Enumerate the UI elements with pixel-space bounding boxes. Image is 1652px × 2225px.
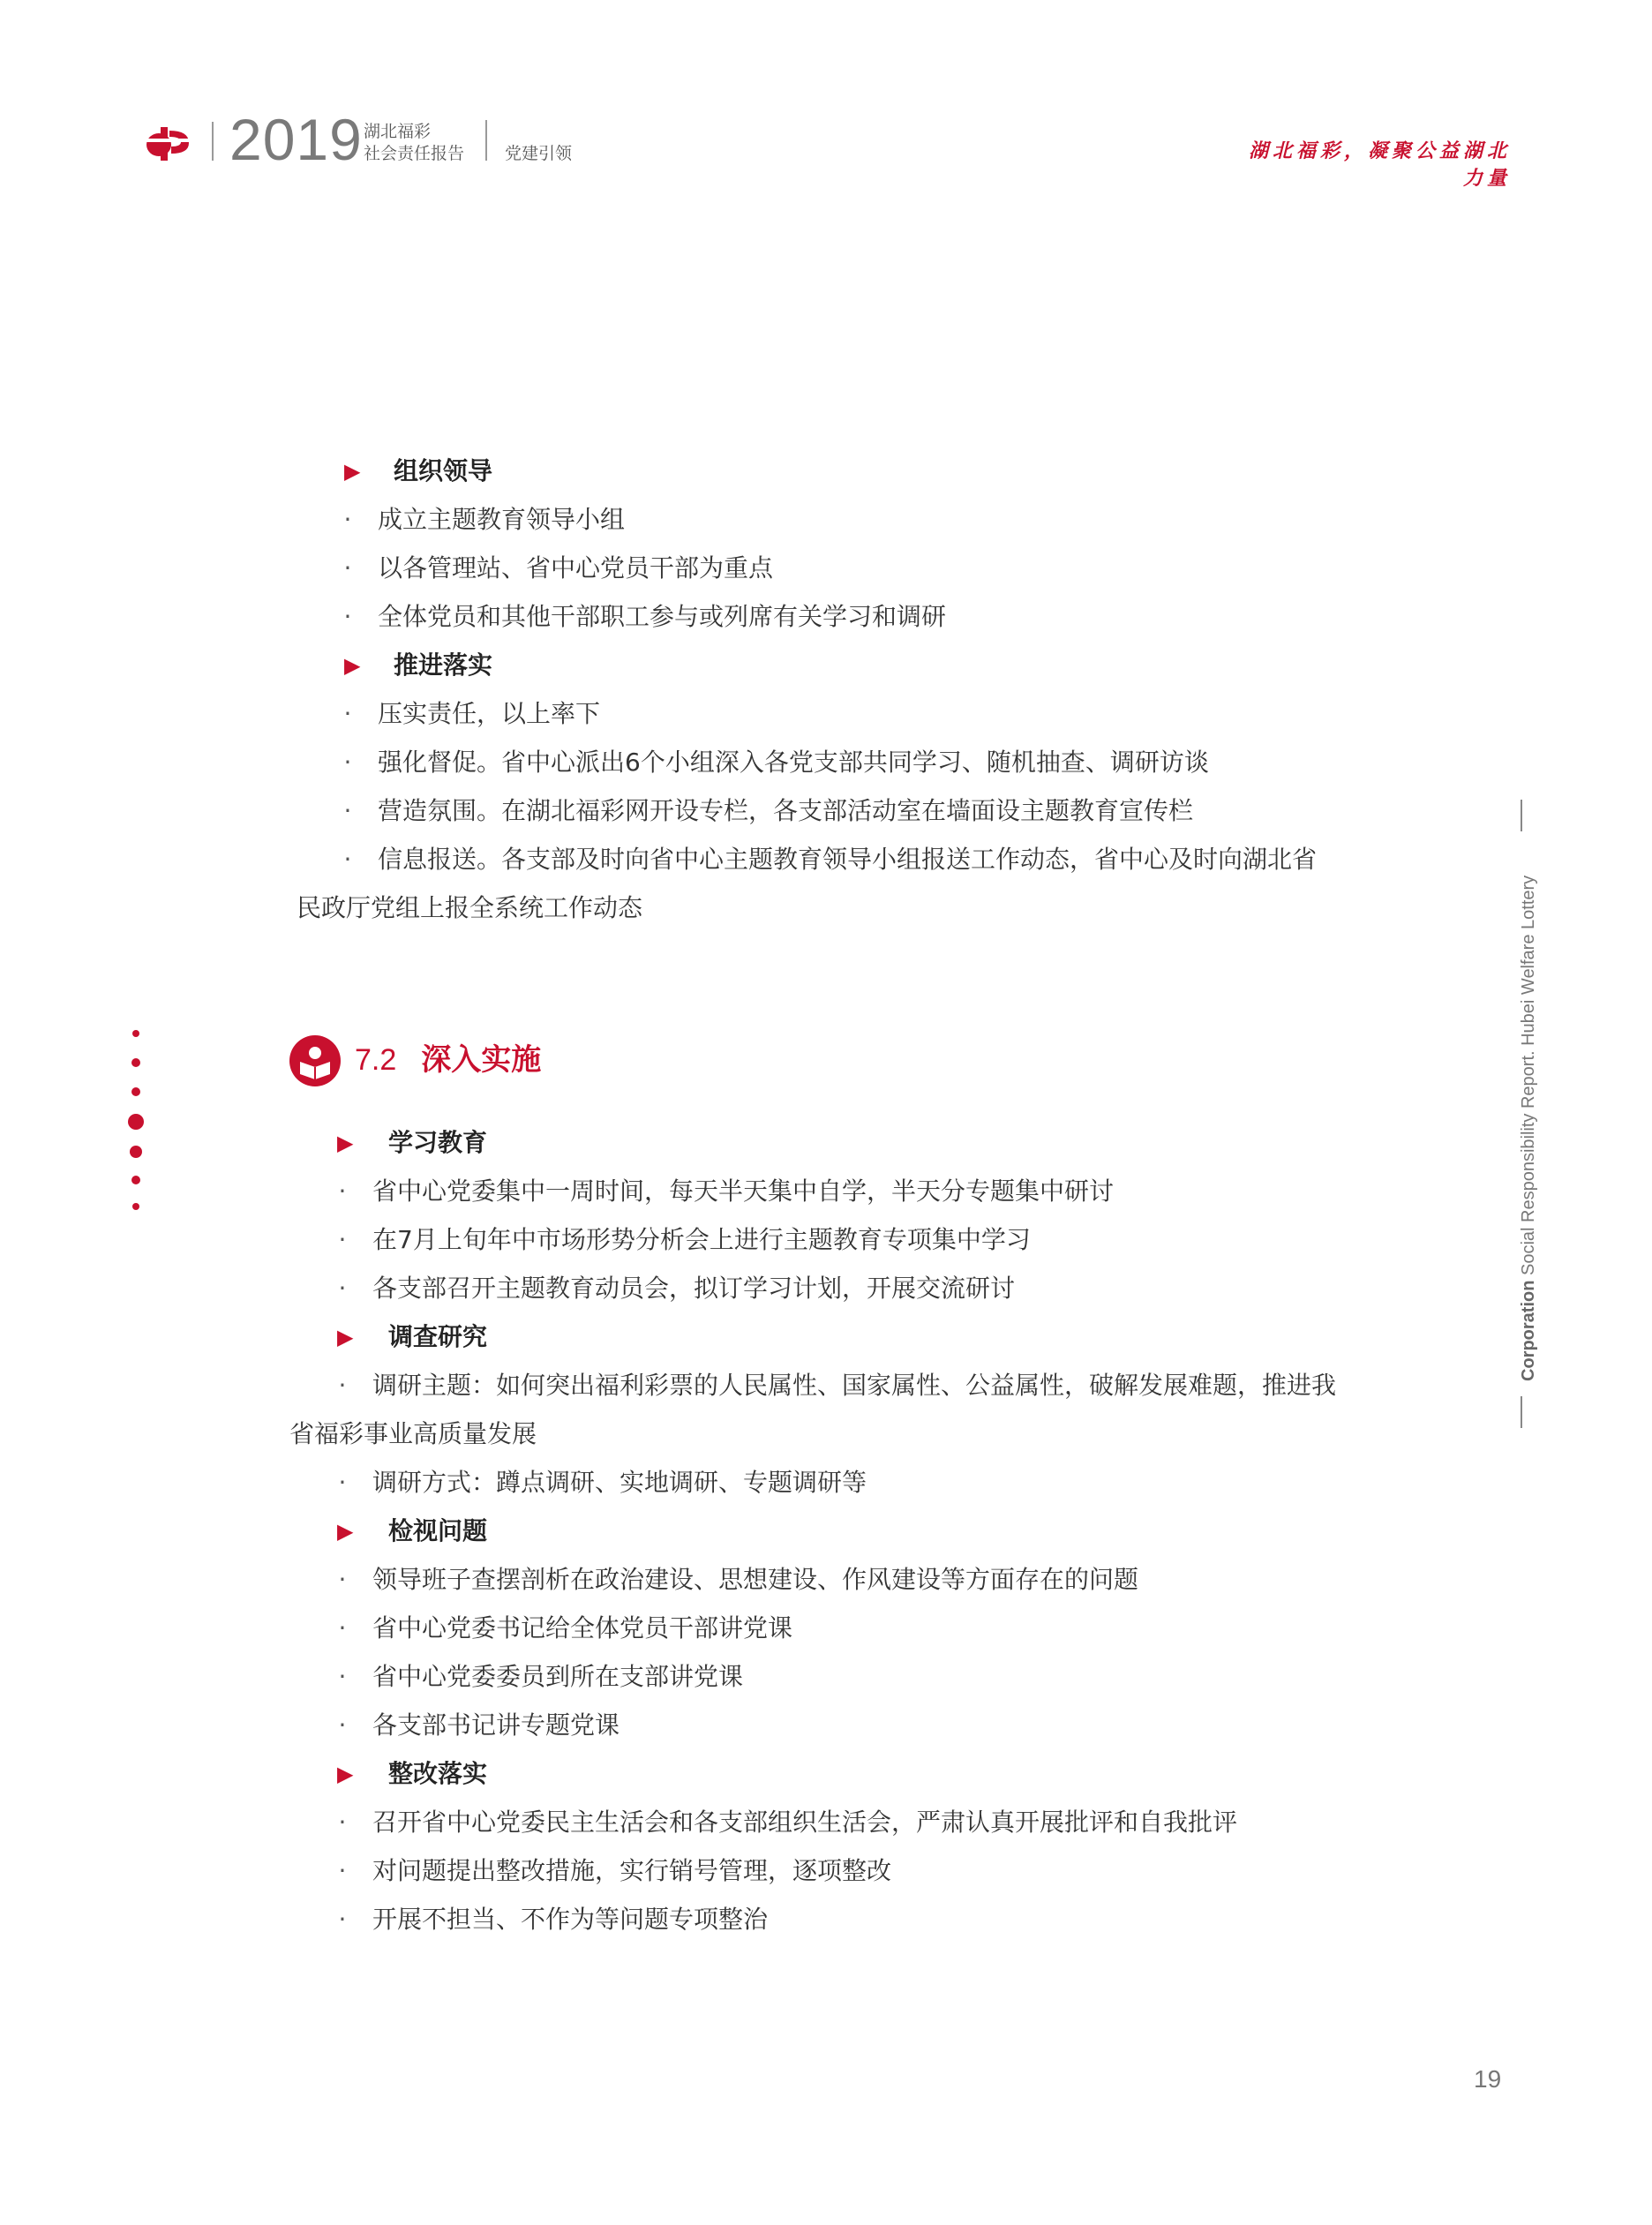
page-header: [0, 0, 1652, 190]
dot-bullet-icon: ·: [338, 1808, 347, 1837]
dot-bullet-icon: ·: [338, 1371, 347, 1400]
open-book-icon: [289, 1035, 341, 1086]
dot-bullet-icon: ·: [338, 1662, 347, 1691]
section-number: 7.2: [355, 1043, 397, 1077]
triangle-bullet-icon: ▶: [337, 1762, 354, 1786]
section-tag: 党建引领: [505, 144, 573, 163]
dot-bullet-icon: ·: [338, 1225, 347, 1254]
progress-dots: [127, 1028, 148, 1214]
dot-bullet-icon: ·: [338, 1565, 347, 1594]
dot-bullet-icon: ·: [338, 1710, 347, 1740]
dot-bullet-icon: ·: [338, 1274, 347, 1303]
triangle-bullet-icon: ▶: [337, 1519, 354, 1544]
header-divider: [212, 122, 214, 161]
dot-bullet-icon: ·: [338, 1856, 347, 1885]
dot-bullet-icon: ·: [338, 1176, 347, 1206]
section-title-text: 深入实施: [421, 1042, 542, 1078]
dot-bullet-icon: ·: [343, 553, 352, 583]
dot-bullet-icon: ·: [338, 1905, 347, 1934]
dot-bullet-icon: ·: [343, 602, 352, 631]
dot-bullet-icon: ·: [338, 1613, 347, 1642]
dot-bullet-icon: ·: [343, 748, 352, 777]
triangle-bullet-icon: ▶: [337, 1325, 354, 1349]
org-name-line2: 社会责任报告: [364, 144, 465, 163]
dot-bullet-icon: ·: [343, 796, 352, 825]
triangle-bullet-icon: ▶: [344, 459, 361, 484]
side-rule-bottom: [1521, 1396, 1522, 1428]
triangle-bullet-icon: ▶: [337, 1131, 354, 1155]
section-title: [355, 1040, 541, 1080]
triangle-bullet-icon: ▶: [344, 653, 361, 678]
welfare-lottery-logo-icon: [139, 124, 192, 162]
dot-bullet-icon: ·: [343, 699, 352, 728]
header-divider: [485, 120, 487, 161]
dot-bullet-icon: ·: [343, 845, 352, 874]
header-slogan: 湖北福彩，凝聚公益湖北力量: [1248, 139, 1511, 190]
org-name-line1: 湖北福彩: [364, 122, 432, 141]
side-vertical-label: Corporation Social Responsibility Report. Hubei Welfare Lottery: [1519, 875, 1538, 1381]
side-rule-top: [1521, 800, 1522, 831]
dot-bullet-icon: ·: [343, 505, 352, 534]
dot-bullet-icon: ·: [338, 1468, 347, 1497]
page-number: 19: [1474, 2065, 1502, 2093]
report-year: 2019: [229, 107, 363, 172]
